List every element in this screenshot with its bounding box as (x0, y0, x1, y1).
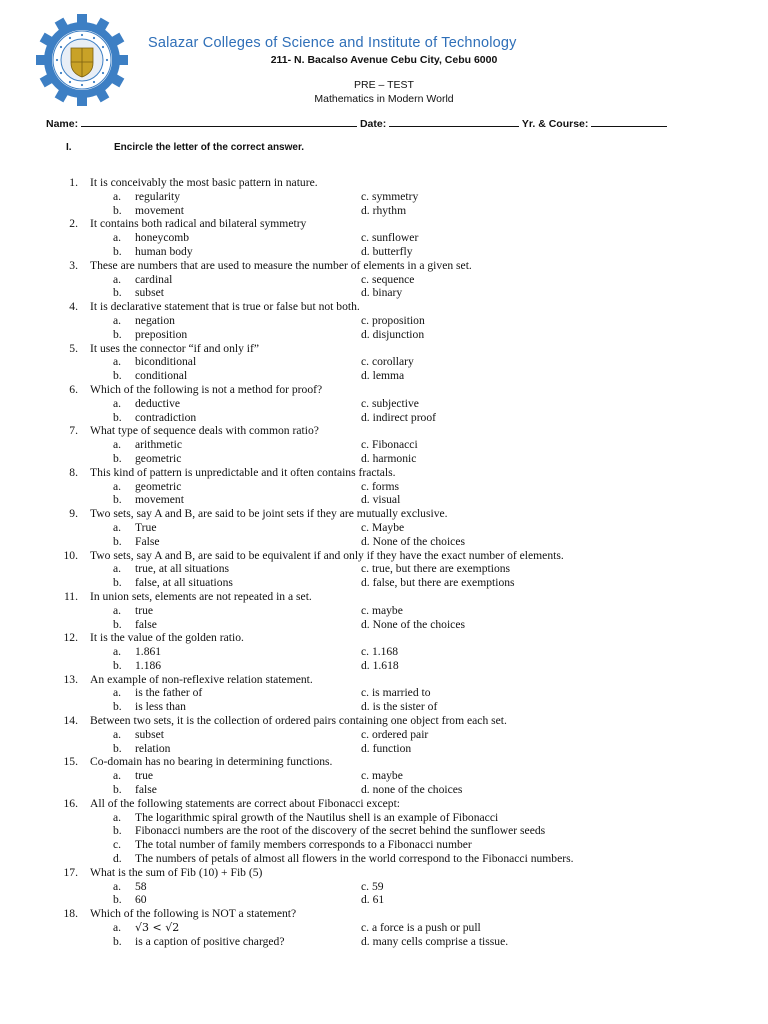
option-letter: d. (113, 852, 122, 866)
option-right[interactable]: c. is married to (361, 686, 431, 700)
option-row (0, 935, 768, 949)
option-letter: a. (113, 879, 122, 893)
option-row (0, 397, 768, 411)
option-row (0, 576, 768, 590)
option-right[interactable]: c. ordered pair (361, 727, 429, 741)
option-left[interactable] (113, 204, 184, 218)
question-item (0, 590, 768, 631)
option-row (0, 521, 768, 535)
option-text: human body (135, 244, 193, 258)
option-left[interactable] (113, 645, 161, 659)
question-item (0, 424, 768, 465)
option-letter: a. (113, 438, 122, 452)
option-letter: b. (113, 493, 122, 507)
option-row (0, 231, 768, 245)
option-right[interactable]: d. 61 (361, 893, 385, 907)
instructions-text: Encircle the letter of the correct answer. (114, 142, 305, 153)
option-left[interactable] (113, 562, 229, 576)
question-number: 10. (63, 548, 78, 562)
question-text: Which of the following is NOT a statement? (90, 907, 297, 921)
question-number: 17. (63, 865, 78, 879)
option-letter: c. (113, 838, 122, 852)
option-right[interactable]: d. harmonic (361, 451, 417, 465)
question-stem (0, 383, 768, 397)
option-text: is less than (135, 700, 186, 714)
option-letter: a. (113, 769, 122, 783)
option-letter: b. (113, 451, 122, 465)
question-stem (0, 714, 768, 728)
option-letter: a. (113, 810, 122, 824)
option-right[interactable]: c. true, but there are exemptions (361, 562, 511, 576)
option-row (0, 411, 768, 425)
option-row (0, 618, 768, 632)
option-text: 1.861 (135, 645, 162, 659)
option-letter: b. (113, 617, 122, 631)
question-stem (0, 342, 768, 356)
question-number: 11. (63, 589, 78, 603)
name-blank[interactable] (81, 117, 357, 127)
question-number: 13. (63, 672, 78, 686)
option-letter: a. (113, 231, 122, 245)
option-text: The logarithmic spiral growth of the Nautilus shell is an example of Fibonacci (135, 810, 499, 824)
option-row (0, 245, 768, 259)
question-number: 18. (63, 907, 78, 921)
option-row (0, 273, 768, 287)
option-right[interactable]: c. sequence (361, 272, 415, 286)
option-left[interactable] (113, 742, 170, 756)
question-text: In union sets, elements are not repeated in a set. (90, 589, 312, 603)
option-right[interactable]: c. maybe (361, 769, 403, 783)
option-left[interactable] (113, 286, 164, 300)
option-right[interactable]: d. None of the choices (361, 534, 465, 548)
question-item (0, 342, 768, 383)
option-text: Fibonacci numbers are the root of the discovery of the secret behind the sunflower seeds (135, 824, 546, 838)
option-row (0, 355, 768, 369)
option-letter: b. (113, 934, 122, 948)
option-right[interactable]: d. many cells comprise a tissue. (361, 934, 509, 948)
option-right[interactable]: d. false, but there are exemptions (361, 576, 515, 590)
option-letter: a. (113, 355, 122, 369)
option-right[interactable]: c. a force is a push or pull (361, 921, 481, 935)
option-text: true, at all situations (135, 562, 230, 576)
question-stem (0, 176, 768, 190)
option-text: relation (135, 741, 171, 755)
option-text: subset (135, 727, 164, 741)
option-left[interactable] (113, 880, 147, 894)
exam-subject: Mathematics in Modern World (314, 93, 454, 105)
student-info-line (46, 117, 726, 130)
question-number: 3. (69, 258, 78, 272)
option-row (0, 480, 768, 494)
option-text: False (135, 534, 160, 548)
option-text: arithmetic (135, 438, 182, 452)
option-right[interactable]: c. Maybe (361, 520, 405, 534)
question-stem (0, 907, 768, 921)
instructions-number: I. (66, 142, 72, 153)
option-text: false (135, 617, 157, 631)
option-left[interactable] (113, 190, 180, 204)
option-text: movement (135, 493, 184, 507)
option-letter: b. (113, 700, 122, 714)
question-text: Which of the following is not a method for proof? (90, 382, 323, 396)
option-row (0, 921, 768, 935)
option-row (0, 190, 768, 204)
option-full[interactable] (113, 838, 472, 852)
option-right[interactable]: d. lemma (361, 369, 405, 383)
option-letter: b. (113, 658, 122, 672)
option-row (0, 728, 768, 742)
option-row (0, 645, 768, 659)
question-text: Two sets, say A and B, are said to be joint sets if they are mutually exclusive. (90, 507, 448, 521)
option-letter: b. (113, 369, 122, 383)
option-row (0, 880, 768, 894)
school-name: Salazar Colleges of Science and Institute of Technology (148, 35, 517, 51)
option-text: 58 (135, 879, 147, 893)
question-text: Two sets, say A and B, are said to be equivalent if and only if they have the exact number of elements. (90, 548, 564, 562)
date-label: Date: (359, 118, 387, 130)
option-left[interactable] (113, 604, 153, 618)
option-left[interactable] (113, 921, 179, 935)
question-stem (0, 300, 768, 314)
question-item (0, 217, 768, 258)
option-letter: a. (113, 562, 122, 576)
option-letter: b. (113, 741, 122, 755)
instructions (66, 142, 304, 153)
question-stem (0, 466, 768, 480)
question-text: An example of non-reflexive relation statement. (90, 672, 313, 686)
option-left[interactable] (113, 769, 153, 783)
question-item (0, 866, 768, 907)
option-right[interactable]: c. 1.168 (361, 645, 399, 659)
option-left[interactable] (113, 686, 202, 700)
option-left[interactable] (113, 355, 196, 369)
option-right[interactable]: d. 1.618 (361, 658, 399, 672)
option-text: contradiction (135, 410, 197, 424)
option-letter: a. (113, 479, 122, 493)
option-letter: b. (113, 783, 122, 797)
question-number: 2. (69, 217, 78, 231)
option-text: false (135, 783, 157, 797)
question-stem (0, 217, 768, 231)
option-row (0, 769, 768, 783)
question-number: 14. (63, 714, 78, 728)
option-right[interactable]: d. is the sister of (361, 700, 438, 714)
option-right[interactable]: d. function (361, 741, 412, 755)
option-right[interactable]: d. none of the choices (361, 783, 463, 797)
option-text: deductive (135, 396, 181, 410)
option-left[interactable] (113, 783, 157, 797)
question-item (0, 631, 768, 672)
question-number: 16. (63, 796, 78, 810)
option-right[interactable]: d. indirect proof (361, 410, 437, 424)
option-text: negation (135, 313, 175, 327)
option-row (0, 314, 768, 328)
question-number: 6. (69, 382, 78, 396)
option-full[interactable] (113, 824, 545, 838)
option-right[interactable]: c. 59 (361, 879, 384, 893)
question-text: This kind of pattern is unpredictable and it often contains fractals. (90, 465, 396, 479)
option-text: subset (135, 286, 164, 300)
option-left[interactable] (113, 893, 147, 907)
option-text: True (135, 520, 157, 534)
option-letter: b. (113, 824, 122, 838)
option-text: conditional (135, 369, 188, 383)
question-stem (0, 673, 768, 687)
option-left[interactable] (113, 411, 196, 425)
option-text: movement (135, 203, 184, 217)
question-text: What is the sum of Fib (10) + Fib (5) (90, 865, 263, 879)
option-left[interactable] (113, 328, 187, 342)
question-text: It contains both radical and bilateral symmetry (90, 217, 307, 231)
option-left[interactable] (113, 438, 182, 452)
option-row (0, 493, 768, 507)
question-text: It is the value of the golden ratio. (90, 631, 244, 645)
option-letter: a. (113, 603, 122, 617)
option-left[interactable] (113, 521, 156, 535)
option-left[interactable] (113, 314, 175, 328)
option-text: true (135, 769, 154, 783)
option-text: √3 < √2 (135, 921, 180, 935)
option-left[interactable] (113, 935, 285, 949)
option-left[interactable] (113, 452, 181, 466)
question-number: 1. (69, 176, 78, 189)
option-right[interactable]: d. visual (361, 493, 401, 507)
option-letter: b. (113, 893, 122, 907)
course-label: Yr. & Course: (521, 118, 589, 130)
option-row (0, 783, 768, 797)
option-row (0, 328, 768, 342)
question-item (0, 755, 768, 796)
option-letter: b. (113, 327, 122, 341)
option-left[interactable] (113, 397, 180, 411)
option-letter: a. (113, 313, 122, 327)
option-letter: b. (113, 203, 122, 217)
question-stem (0, 507, 768, 521)
option-text: true (135, 603, 154, 617)
option-right[interactable]: c. subjective (361, 396, 419, 410)
option-text: is the father of (135, 686, 203, 700)
question-item (0, 259, 768, 300)
question-stem (0, 259, 768, 273)
option-right[interactable]: c. maybe (361, 603, 403, 617)
option-left[interactable] (113, 231, 189, 245)
option-text: cardinal (135, 272, 173, 286)
option-left[interactable] (113, 728, 164, 742)
question-number: 4. (69, 300, 78, 314)
option-right[interactable]: c. Fibonacci (361, 438, 418, 452)
option-row (0, 452, 768, 466)
question-stem (0, 424, 768, 438)
option-row (0, 686, 768, 700)
question-stem (0, 866, 768, 880)
question-stem (0, 590, 768, 604)
question-item (0, 673, 768, 714)
question-item (0, 507, 768, 548)
option-letter: a. (113, 189, 122, 203)
question-item (0, 383, 768, 424)
option-row (0, 369, 768, 383)
option-left[interactable] (113, 618, 157, 632)
question-text: It is conceivably the most basic pattern in nature. (90, 176, 318, 189)
option-letter: a. (113, 727, 122, 741)
question-number: 7. (69, 424, 78, 438)
option-letter: a. (113, 520, 122, 534)
option-left[interactable] (113, 659, 161, 673)
date-blank[interactable] (389, 117, 519, 127)
option-letter: b. (113, 244, 122, 258)
school-address-text: 211- N. Bacalso Avenue Cebu City, Cebu 6000 (270, 54, 498, 66)
question-text: Co-domain has no bearing in determining functions. (90, 755, 333, 769)
question-number: 8. (69, 465, 78, 479)
option-left[interactable] (113, 369, 187, 383)
option-full[interactable] (113, 811, 498, 825)
question-stem (0, 755, 768, 769)
option-row (0, 659, 768, 673)
option-left[interactable] (113, 700, 186, 714)
school-address (0, 54, 768, 66)
option-row (0, 838, 768, 852)
option-text: false, at all situations (135, 576, 233, 590)
option-right[interactable]: c. corollary (361, 355, 414, 369)
option-row (0, 700, 768, 714)
option-left[interactable] (113, 480, 181, 494)
question-text: It uses the connector “if and only if” (90, 341, 260, 355)
option-row (0, 811, 768, 825)
option-row (0, 535, 768, 549)
question-number: 12. (63, 631, 78, 645)
question-text: It is declarative statement that is true or false but not both. (90, 300, 360, 314)
option-row (0, 893, 768, 907)
option-row (0, 604, 768, 618)
question-text: These are numbers that are used to measure the number of elements in a given set. (90, 258, 472, 272)
option-row (0, 562, 768, 576)
option-text: 1.186 (135, 658, 162, 672)
question-stem (0, 631, 768, 645)
option-text: 60 (135, 893, 147, 907)
option-right[interactable]: d. None of the choices (361, 617, 465, 631)
question-text: What type of sequence deals with common ratio? (90, 424, 319, 438)
question-stem (0, 797, 768, 811)
question-item (0, 797, 768, 866)
option-row (0, 438, 768, 452)
option-letter: b. (113, 286, 122, 300)
option-right[interactable]: c. proposition (361, 313, 425, 327)
option-right[interactable]: c. forms (361, 479, 399, 493)
question-number: 15. (63, 755, 78, 769)
option-letter: b. (113, 576, 122, 590)
question-item (0, 549, 768, 590)
option-text: preposition (135, 327, 188, 341)
question-item (0, 176, 768, 217)
course-blank[interactable] (591, 117, 667, 127)
option-text: honeycomb (135, 231, 190, 245)
question-text: All of the following statements are correct about Fibonacci except: (90, 796, 401, 810)
option-letter: b. (113, 410, 122, 424)
exam-type: PRE – TEST (354, 79, 414, 91)
option-text: geometric (135, 479, 182, 493)
option-text: biconditional (135, 355, 197, 369)
option-letter: a. (113, 396, 122, 410)
question-item (0, 907, 768, 948)
option-row (0, 204, 768, 218)
option-left[interactable] (113, 576, 233, 590)
option-left[interactable] (113, 493, 184, 507)
option-row (0, 286, 768, 300)
option-text: regularity (135, 189, 181, 203)
question-item (0, 300, 768, 341)
name-label: Name: (46, 118, 79, 130)
question-stem (0, 549, 768, 563)
option-full[interactable] (113, 852, 574, 866)
option-right[interactable]: d. butterfly (361, 244, 413, 258)
option-left[interactable] (113, 535, 159, 549)
option-left[interactable] (113, 273, 172, 287)
option-right[interactable]: c. symmetry (361, 189, 419, 203)
option-right[interactable]: c. sunflower (361, 231, 419, 245)
option-text: geometric (135, 451, 182, 465)
question-item (0, 466, 768, 507)
option-letter: a. (113, 686, 122, 700)
option-letter: b. (113, 534, 122, 548)
option-right[interactable]: d. rhythm (361, 203, 407, 217)
option-row (0, 824, 768, 838)
option-right[interactable]: d. binary (361, 286, 403, 300)
question-item (0, 714, 768, 755)
option-right[interactable]: d. disjunction (361, 327, 425, 341)
option-row (0, 852, 768, 866)
question-text: Between two sets, it is the collection of ordered pairs containing one object from each set. (90, 714, 507, 728)
option-letter: a. (113, 272, 122, 286)
question-list (0, 176, 768, 949)
question-number: 5. (69, 341, 78, 355)
option-left[interactable] (113, 245, 193, 259)
option-text: The numbers of petals of almost all flowers in the world correspond to the Fibonacci numbers. (135, 852, 574, 866)
question-number: 9. (69, 507, 78, 521)
option-text: The total number of family members corresponds to a Fibonacci number (135, 838, 472, 852)
option-text: is a caption of positive charged? (135, 934, 285, 948)
option-letter: a. (113, 921, 122, 935)
option-row (0, 742, 768, 756)
option-letter: a. (113, 645, 122, 659)
